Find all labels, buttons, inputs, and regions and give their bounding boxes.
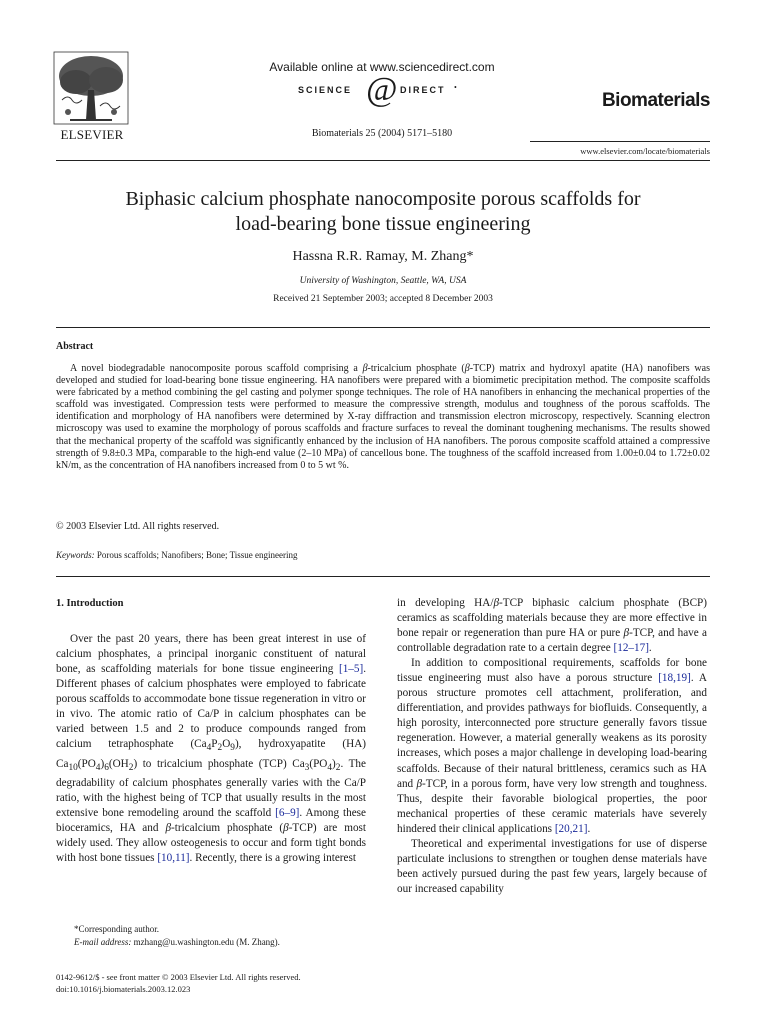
doi-line[interactable]: doi:10.1016/j.biomaterials.2003.12.023	[56, 984, 191, 994]
sd-bullet-icon: •	[454, 83, 457, 92]
header-rule-right	[530, 141, 710, 142]
sd-right-text: DIRECT	[400, 85, 446, 95]
keywords-label: Keywords:	[56, 550, 95, 560]
title-line-2: load-bearing bone tissue engineering	[235, 213, 531, 235]
corresponding-author-note: *Corresponding author.	[74, 924, 159, 934]
section-heading-introduction: 1. Introduction	[56, 598, 124, 609]
citation-link[interactable]: [20,21]	[554, 822, 588, 835]
intro-paragraph-1: Over the past 20 years, there has been great interest in use of calcium phosphates, a principal inorganic constituent of natural bone, as scaffolding materials for bone tissue engineering [1–5]. Different phases of calcium phosphates were employed to fabricate porous scaffolds to accommodate bone tissue regeneration in vitro or in vivo. The atomic ratio of Ca/P in calcium phosphates can be varied between 1.5 and 2 to produce compounds ranged from calcium tetraphosphate $(Ca_4P_2O_9)$, hydroxyapatite (HA) $Ca_{10}(PO_4)_6(OH_2)$ to tricalcium phosphate (TCP) $Ca_3(PO_4)_2$. The degradability of calcium phosphates generally varies with the Ca/P ratio, with the highest being of TCP that usually results in the most extensive bone remodeling around the scaffold [6–9]. Among these bioceramics, HA and β-tricalcium phosphate (β-TCP) are most widely used. They allow osteogenesis to occur and form tight bonds with host bone tissues [10,11]. Recently, there is a growing interest	[56, 633, 366, 865]
abstract-text: A novel biodegradable nanocomposite porous scaffold comprising a β-tricalcium phosphate (β-TCP) matrix and hydroxyl apatite (HA) nanofibers was developed and studied for load-bearing bone tissue engineering. HA nanofibers were prepared with a biomimetic precipitation method. The composite scaffolds were fabricated by a method combining the gel casting and polymer sponge techniques. The role of HA nanofibers in enhancing the mechanical properties of the scaffold was investigated. Compression tests were performed to measure the compressive strength, modulus and toughness of the porous scaffolds. The identification and morphology of HA nanofibers were determined by X-ray diffraction and transmission electron microscopy, respectively. Scanning electron microscopy was used to examine the morphology of porous scaffolds and fracture surfaces to reveal the dominant toughening mechanisms. The results showed that the mechanical property of the scaffold was significantly enhanced by the inclusion of HA nanofibers. The porous composite scaffold attained a compressive strength of 9.8±0.3 MPa, comparable to the high-end value (2–10 MPa) of cancellous bone. The toughness of the scaffold increased from 1.00±0.04 to 1.72±0.02 kN/m, as the concentration of HA nanofibers increased from 0 to 5 wt %.	[56, 363, 710, 471]
authors: Hassna R.R. Ramay, M. Zhang*	[292, 249, 474, 264]
publisher-name: ELSEVIER	[60, 127, 124, 142]
citation-link[interactable]: [10,11]	[157, 852, 190, 865]
available-online-text: Available online at www.sciencedirect.com	[269, 60, 495, 74]
title-line-1: Biphasic calcium phosphate nanocomposite porous scaffolds for	[125, 188, 641, 210]
abstract-divider-top	[56, 327, 710, 328]
intro-paragraph-1-cont: in developing HA/β-TCP biphasic calcium phosphate (BCP) ceramics as scaffolding materials because they are more effective in bone repair or regeneration than pure HA or pure β-TCP, and have a controllable degradation rate to a certain degree [12–17].	[397, 597, 707, 655]
body-column-left	[56, 596, 366, 866]
issn-line: 0142-9612/$ - see front matter © 2003 Elsevier Ltd. All rights reserved.	[56, 972, 301, 982]
intro-paragraph-3: Theoretical and experimental investigations for use of disperse particulate inclusions to strengthen or toughen dense materials have been actively pursued during the past few years, largely because of our increased capability	[397, 837, 707, 895]
header-divider	[56, 160, 710, 161]
abstract-divider-bottom	[56, 576, 710, 577]
abstract-copyright: © 2003 Elsevier Ltd. All rights reserved.	[56, 521, 220, 532]
sd-left-text: SCIENCE	[298, 85, 353, 95]
sd-at-icon: @	[366, 71, 398, 108]
article-title	[56, 187, 710, 237]
sciencedirect-logo	[296, 71, 466, 108]
body-column-right	[397, 596, 707, 897]
citation-link[interactable]: [6–9]	[275, 807, 300, 820]
email-address[interactable]: mzhang@u.washington.edu (M. Zhang).	[133, 937, 280, 947]
citation-link[interactable]: [18,19]	[658, 672, 691, 685]
citation-link[interactable]: [1–5]	[338, 663, 364, 676]
citation-link[interactable]: [12–17]	[613, 642, 649, 655]
keywords-list: Porous scaffolds; Nanofibers; Bone; Tissue engineering	[96, 550, 298, 560]
journal-citation: Biomaterials 25 (2004) 5171–5180	[311, 128, 453, 139]
journal-name: Biomaterials	[601, 90, 710, 111]
affiliation: University of Washington, Seattle, WA, USA	[299, 276, 467, 286]
intro-paragraph-2: In addition to compositional requirements, scaffolds for bone tissue engineering must also have a porous structure [18,19]. A porous structure promotes cell attachment, proliferation, and differentiation, and provides pathways for biofluids. Consequently, a high porosity, interconnected pore structure generally favors tissue regeneration. However, a material generally weakens as its porosity increases, which poses a major challenge in developing load-bearing scaffolds. Because of their natural brittleness, ceramics such as HA and β-TCP, in a porous form, have very low strength and toughness. Thus, despite their favorable biological properties, the poor mechanical properties of these ceramic materials have severely hindered their clinical applications [20,21].	[397, 657, 707, 835]
abstract-heading: Abstract	[56, 341, 94, 352]
email-note	[74, 937, 280, 947]
journal-url-link[interactable]: www.elsevier.com/locate/biomaterials	[580, 146, 710, 156]
email-label: E-mail address:	[74, 937, 132, 947]
received-dates: Received 21 September 2003; accepted 8 December 2003	[273, 294, 493, 304]
keywords	[56, 550, 298, 560]
